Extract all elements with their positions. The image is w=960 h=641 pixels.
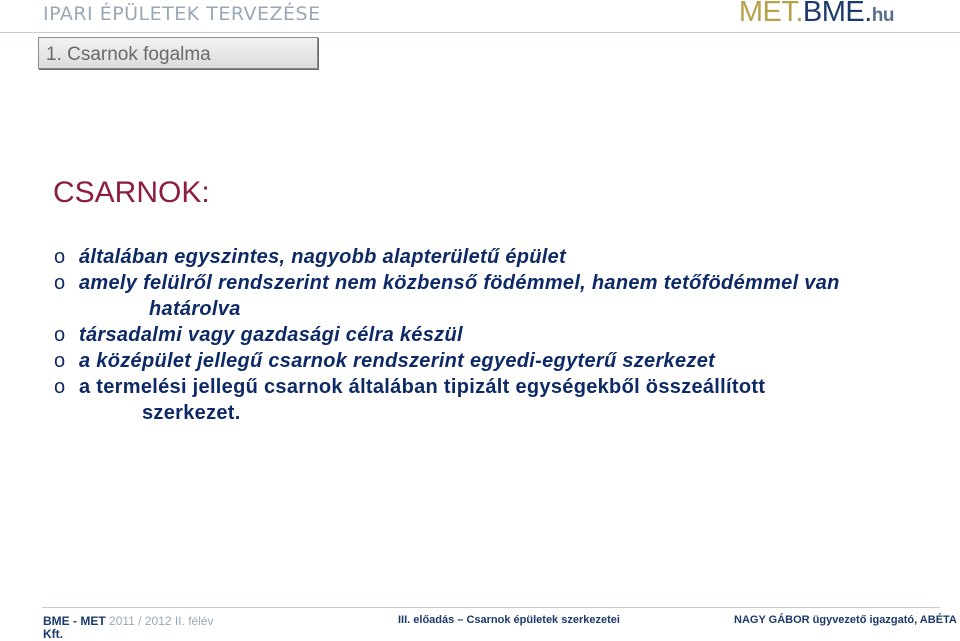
bullet-item (54, 244, 934, 270)
bullet-text: a középület jellegű csarnok rendszerint egyedi-egyterű szerkezet (79, 350, 716, 372)
header-divider (0, 32, 960, 33)
bullet-marker: o (54, 272, 66, 294)
bullet-continuation: határolva (149, 298, 241, 320)
met-bme-logo: MET.BME.hu (738, 0, 894, 28)
footer-divider (42, 607, 940, 608)
bullet-item (54, 270, 934, 322)
bullet-marker: o (54, 350, 66, 372)
section-label: 1. Csarnok fogalma (46, 44, 211, 65)
bullet-item (54, 374, 934, 426)
bullet-item (54, 322, 934, 348)
bullet-item (54, 348, 934, 374)
bullet-text: általában egyszintes, nagyobb alapterületű épület (79, 246, 567, 268)
bullet-list (54, 244, 934, 426)
bullet-text: társadalmi vagy gazdasági célra készül (79, 324, 463, 346)
bullet-marker: o (54, 324, 66, 346)
bullet-marker: o (54, 376, 66, 398)
section-label-box (38, 37, 318, 69)
bullet-continuation: szerkezet. (142, 402, 241, 424)
slide-title: CSARNOK: (53, 176, 210, 209)
course-title: IPARI ÉPÜLETEK TERVEZÉSE (43, 3, 321, 25)
bullet-text: amely felülről rendszerint nem közbenső födémmel, hanem tetőfödémmel van (79, 272, 840, 294)
footer-term: 2011 / 2012 II. félév (109, 614, 214, 628)
footer-author: NAGY GÁBOR ügyvezető igazgató, ABÉTA (734, 614, 957, 626)
bullet-marker: o (54, 246, 66, 268)
footer-org: BME - MET 2011 / 2012 II. félév (43, 614, 214, 628)
footer-kft: Kft. (43, 627, 63, 641)
footer-lecture: III. előadás – Csarnok épületek szerkezetei (398, 614, 620, 626)
bullet-text: a termelési jellegű csarnok általában tipizált egységekből összeállított (79, 376, 766, 398)
